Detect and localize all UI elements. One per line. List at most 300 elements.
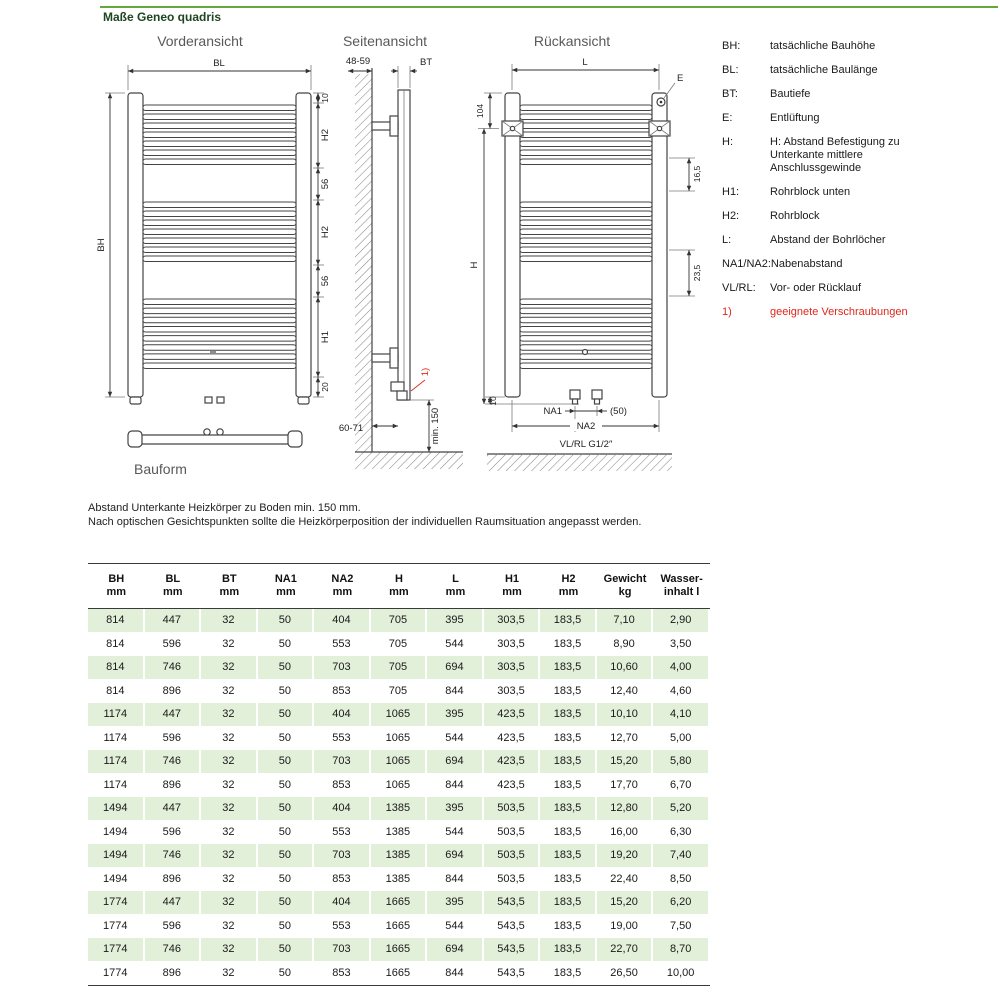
table-cell: 447 [145, 609, 202, 633]
front-tube-group [143, 105, 296, 369]
table-cell: 50 [258, 727, 315, 751]
table-cell: 50 [258, 703, 315, 727]
table-cell: 404 [314, 891, 371, 915]
table-cell: 50 [258, 609, 315, 633]
radiator-tube [143, 220, 296, 226]
table-cell: 544 [427, 727, 484, 751]
rear-view [469, 57, 702, 471]
dim-label-l: L [582, 57, 588, 68]
table-row [88, 821, 710, 845]
floor-hatch [487, 454, 672, 471]
legend-desc: Bautiefe [770, 88, 811, 100]
table-cell: 32 [201, 891, 258, 915]
col-header: L mm [427, 563, 484, 609]
table-cell: 183,5 [540, 656, 597, 680]
legend-desc: Rohrblock [770, 210, 820, 222]
notes [88, 502, 641, 529]
radiator-tube [143, 132, 296, 138]
front-foot [298, 397, 309, 404]
legend-item [722, 40, 937, 53]
table-cell: 303,5 [484, 680, 541, 704]
table-row [88, 868, 710, 892]
table-cell: 694 [427, 844, 484, 868]
table-cell: 447 [145, 797, 202, 821]
table-cell: 543,5 [484, 962, 541, 986]
table-cell: 694 [427, 656, 484, 680]
table-cell: 4,60 [653, 680, 710, 704]
radiator-tube [520, 326, 652, 332]
table-cell: 423,5 [484, 727, 541, 751]
legend-abbr: H2: [722, 210, 740, 222]
table-row [88, 750, 710, 774]
table-cell: 50 [258, 774, 315, 798]
table-cell: 844 [427, 680, 484, 704]
table-row [88, 915, 710, 939]
col-header: H2 mm [540, 563, 597, 609]
mounting-bracket [649, 121, 670, 136]
table-cell: 1494 [88, 821, 145, 845]
table-cell: 596 [145, 633, 202, 657]
table-row [88, 774, 710, 798]
table-cell: 746 [145, 844, 202, 868]
legend-abbr: BT: [722, 88, 738, 100]
table-cell: 746 [145, 656, 202, 680]
legend-abbr: 1) [722, 306, 732, 318]
table-cell: 183,5 [540, 844, 597, 868]
table-cell: 303,5 [484, 656, 541, 680]
table-cell: 12,40 [597, 680, 654, 704]
table-cell: 1385 [371, 844, 428, 868]
dim-label: 10 [320, 93, 330, 103]
radiator-tube [520, 220, 652, 226]
radiator-tube [520, 141, 652, 147]
dim-label-104: 104 [475, 103, 485, 119]
bauform-drawing [128, 429, 302, 447]
radiator-tube [143, 229, 296, 235]
legend-abbr: BH: [722, 40, 741, 52]
dim-label-wall-offset: 48-59 [345, 56, 371, 67]
table-cell: 447 [145, 891, 202, 915]
table-cell: 5,00 [653, 727, 710, 751]
dim-label-e: E [677, 73, 684, 84]
table-cell: 814 [88, 609, 145, 633]
table-cell: 50 [258, 844, 315, 868]
table-cell: 703 [314, 656, 371, 680]
table-row [88, 633, 710, 657]
table-cell: 17,70 [597, 774, 654, 798]
table-cell: 543,5 [484, 891, 541, 915]
table-cell: 1065 [371, 727, 428, 751]
table-cell: 2,90 [653, 609, 710, 633]
table-cell: 183,5 [540, 680, 597, 704]
table-cell: 3,50 [653, 633, 710, 657]
table-cell: 853 [314, 962, 371, 986]
legend-desc: H: Abstand Befestigung zu Unterkante mittlere Anschlussgewinde [770, 136, 900, 174]
radiator-tube [143, 326, 296, 332]
legend-desc: geeignete Verschraubungen [770, 306, 908, 318]
table-cell: 7,10 [597, 609, 654, 633]
radiator-tube [143, 317, 296, 323]
table-cell: 746 [145, 750, 202, 774]
radiator-tube [520, 202, 652, 208]
front-pipe-stub [217, 397, 224, 403]
radiator-tube [520, 211, 652, 217]
rear-left-collector [505, 93, 520, 397]
front-left-collector [128, 93, 143, 397]
table-cell: 32 [201, 633, 258, 657]
table-cell: 32 [201, 797, 258, 821]
table-cell: 4,00 [653, 656, 710, 680]
radiator-tube [520, 132, 652, 138]
table-cell: 703 [314, 844, 371, 868]
legend-item [722, 88, 937, 101]
legend-desc: tatsächliche Bauhöhe [770, 40, 876, 52]
radiator-tube [520, 238, 652, 244]
wall-hatch [355, 74, 372, 452]
table-cell: 183,5 [540, 774, 597, 798]
dim-label-bh: BH [96, 238, 107, 252]
table-cell: 4,10 [653, 703, 710, 727]
dimensions-table [88, 563, 710, 986]
table-cell: 50 [258, 891, 315, 915]
table-cell: 814 [88, 680, 145, 704]
table-cell: 1665 [371, 962, 428, 986]
table-cell: 12,80 [597, 797, 654, 821]
table-cell: 183,5 [540, 750, 597, 774]
table-cell: 8,90 [597, 633, 654, 657]
table-cell: 853 [314, 680, 371, 704]
radiator-tube [520, 336, 652, 342]
table-cell: 694 [427, 750, 484, 774]
table-cell: 8,50 [653, 868, 710, 892]
table-cell: 503,5 [484, 844, 541, 868]
dim-label-vlrl: VL/RL G1/2″ [559, 439, 613, 450]
table-cell: 50 [258, 797, 315, 821]
table-cell: 1494 [88, 844, 145, 868]
table-cell: 50 [258, 938, 315, 962]
table-cell: 544 [427, 821, 484, 845]
radiator-tube [520, 256, 652, 262]
legend-desc: Nabenabstand [770, 258, 843, 270]
table-cell: 705 [371, 609, 428, 633]
side-view [339, 56, 463, 469]
legend-item [722, 136, 937, 175]
col-header: H1 mm [484, 563, 541, 609]
table-row [88, 891, 710, 915]
table-cell: 596 [145, 727, 202, 751]
dim-label-bt: BT [420, 57, 433, 68]
dim-label: 20 [320, 382, 330, 392]
table-cell: 395 [427, 797, 484, 821]
table-cell: 705 [371, 680, 428, 704]
legend-abbr: BL: [722, 64, 739, 76]
table-cell: 896 [145, 962, 202, 986]
radiator-tube [143, 354, 296, 360]
table-cell: 1065 [371, 703, 428, 727]
radiator-tube [520, 114, 652, 120]
table-cell: 183,5 [540, 915, 597, 939]
table-cell: 183,5 [540, 938, 597, 962]
table-cell: 5,80 [653, 750, 710, 774]
table-cell: 50 [258, 868, 315, 892]
table-cell: 503,5 [484, 821, 541, 845]
table-cell: 404 [314, 609, 371, 633]
table-cell: 1385 [371, 868, 428, 892]
legend-abbr: L: [722, 234, 732, 246]
legend-item [722, 186, 937, 199]
radiator-tube [520, 159, 652, 165]
table-cell: 32 [201, 727, 258, 751]
table-cell: 423,5 [484, 750, 541, 774]
table-cell: 1174 [88, 774, 145, 798]
radiator-tube [143, 150, 296, 156]
note-line: Nach optischen Gesichtspunkten sollte die Heizkörperposition der individuellen Raumsituation angepasst werden. [88, 515, 642, 528]
view-label-front: Vorderansicht [157, 33, 243, 49]
table-cell: 1774 [88, 938, 145, 962]
table-cell: 844 [427, 962, 484, 986]
radiator-tube [143, 256, 296, 262]
radiator-tube [143, 345, 296, 351]
table-cell: 705 [371, 656, 428, 680]
radiator-tube [143, 141, 296, 147]
legend-item [722, 64, 937, 77]
radiator-tube [143, 299, 296, 305]
table-cell: 896 [145, 774, 202, 798]
table-cell: 32 [201, 656, 258, 680]
table-cell: 853 [314, 868, 371, 892]
table-cell: 705 [371, 633, 428, 657]
table-cell: 15,20 [597, 891, 654, 915]
col-header: NA2 mm [314, 563, 371, 609]
table-cell: 703 [314, 938, 371, 962]
legend [722, 40, 937, 330]
table-cell: 703 [314, 750, 371, 774]
table-cell: 503,5 [484, 797, 541, 821]
table-cell: 15,20 [597, 750, 654, 774]
radiator-tube [143, 336, 296, 342]
table-cell: 32 [201, 868, 258, 892]
table-cell: 5,20 [653, 797, 710, 821]
table-cell: 7,40 [653, 844, 710, 868]
table-cell: 10,00 [653, 962, 710, 986]
legend-desc: tatsächliche Baulänge [770, 64, 878, 76]
table-cell: 50 [258, 821, 315, 845]
table-cell: 596 [145, 821, 202, 845]
radiator-tube [520, 363, 652, 369]
table-cell: 6,30 [653, 821, 710, 845]
table-cell: 10,10 [597, 703, 654, 727]
table-cell: 1665 [371, 891, 428, 915]
table-cell: 183,5 [540, 797, 597, 821]
table-head [88, 563, 710, 609]
table-cell: 32 [201, 680, 258, 704]
table-cell: 1174 [88, 750, 145, 774]
table-cell: 183,5 [540, 868, 597, 892]
table-cell: 1494 [88, 868, 145, 892]
radiator-tube [143, 211, 296, 217]
table-cell: 1385 [371, 821, 428, 845]
table-cell: 50 [258, 915, 315, 939]
table-cell: 1774 [88, 962, 145, 986]
table-cell: 22,40 [597, 868, 654, 892]
radiator-tube [143, 123, 296, 129]
radiator-tube [520, 247, 652, 253]
table-cell: 50 [258, 962, 315, 986]
legend-abbr: E: [722, 112, 733, 124]
dim-label: H2 [320, 225, 331, 239]
col-header: BL mm [145, 563, 202, 609]
note-line: Abstand Unterkante Heizkörper zu Boden min. 150 mm. [88, 502, 361, 514]
col-header: Wasser- inhalt l [653, 563, 710, 609]
front-right-collector [296, 93, 311, 397]
legend-desc: Rohrblock unten [770, 186, 851, 198]
table-cell: 7,50 [653, 915, 710, 939]
table-row [88, 656, 710, 680]
table-cell: 1665 [371, 938, 428, 962]
connection-pipe [592, 390, 602, 399]
radiator-tube [143, 114, 296, 120]
table-cell: 26,50 [597, 962, 654, 986]
view-label-bauform: Bauform [134, 461, 187, 477]
table-cell: 32 [201, 609, 258, 633]
table-cell: 1774 [88, 891, 145, 915]
legend-abbr: NA1/NA2: [722, 258, 771, 270]
table-cell: 694 [427, 938, 484, 962]
dim-label-min-floor: min. 150 [430, 407, 441, 445]
table-row [88, 797, 710, 821]
dim-label-bottom-offset: 60-71 [338, 423, 364, 434]
table-cell: 6,20 [653, 891, 710, 915]
dim-label: 56 [320, 178, 331, 190]
col-header: H mm [371, 563, 428, 609]
table-cell: 32 [201, 962, 258, 986]
table-cell: 395 [427, 609, 484, 633]
table-cell: 22,70 [597, 938, 654, 962]
radiator-tube [143, 105, 296, 111]
front-view [96, 58, 331, 404]
table-cell: 183,5 [540, 891, 597, 915]
table-cell: 503,5 [484, 868, 541, 892]
table-cell: 844 [427, 868, 484, 892]
dim-label-na1-value: (50) [610, 406, 627, 417]
radiator-tube [520, 229, 652, 235]
table-cell: 50 [258, 656, 315, 680]
col-header: NA1 mm [258, 563, 315, 609]
table-cell: 814 [88, 633, 145, 657]
radiator-tube [520, 105, 652, 111]
top-rule [100, 6, 998, 8]
dim-label-235: 23,5 [692, 264, 702, 282]
table-cell: 183,5 [540, 609, 597, 633]
legend-item [722, 210, 937, 223]
legend-desc: Abstand der Bohrlöcher [770, 234, 886, 246]
radiator-tube [520, 317, 652, 323]
legend-item [722, 234, 937, 247]
table-row [88, 938, 710, 962]
view-label-side: Seitenansicht [342, 33, 428, 49]
table-cell: 1494 [88, 797, 145, 821]
dim-label: 56 [320, 275, 331, 287]
radiator-tube [143, 308, 296, 314]
table-cell: 32 [201, 750, 258, 774]
table-cell: 596 [145, 915, 202, 939]
table-cell: 303,5 [484, 609, 541, 633]
table-cell: 1774 [88, 915, 145, 939]
table-header-row [88, 563, 710, 609]
dim-label-10: 10 [488, 396, 498, 406]
legend-desc: Vor- oder Rücklauf [770, 282, 862, 294]
table-cell: 544 [427, 915, 484, 939]
table-cell: 553 [314, 727, 371, 751]
table-cell: 32 [201, 938, 258, 962]
table-cell: 6,70 [653, 774, 710, 798]
table-cell: 50 [258, 750, 315, 774]
table-cell: 32 [201, 774, 258, 798]
table-cell: 395 [427, 891, 484, 915]
table-cell: 183,5 [540, 633, 597, 657]
table-cell: 1174 [88, 727, 145, 751]
table-cell: 553 [314, 915, 371, 939]
table-cell: 395 [427, 703, 484, 727]
table-cell: 183,5 [540, 727, 597, 751]
table-cell: 1665 [371, 915, 428, 939]
table-cell: 19,20 [597, 844, 654, 868]
table-cell: 1065 [371, 774, 428, 798]
table-row [88, 844, 710, 868]
table-cell: 16,00 [597, 821, 654, 845]
table-cell: 1385 [371, 797, 428, 821]
table-cell: 544 [427, 633, 484, 657]
legend-abbr: H1: [722, 186, 740, 198]
rear-tube-group [520, 105, 652, 369]
table-cell: 423,5 [484, 703, 541, 727]
legend-item [722, 282, 937, 295]
table-cell: 32 [201, 821, 258, 845]
table-row [88, 609, 710, 633]
radiator-tube [520, 150, 652, 156]
radiator-tube [143, 363, 296, 369]
table-cell: 853 [314, 774, 371, 798]
table-cell: 50 [258, 680, 315, 704]
table-cell: 10,60 [597, 656, 654, 680]
table-cell: 183,5 [540, 703, 597, 727]
connection-pipe [570, 390, 580, 399]
table-row [88, 962, 710, 986]
dim-label: H1 [320, 330, 331, 344]
dim-label-h: H [469, 261, 480, 269]
dim-label-bl: BL [213, 58, 225, 69]
legend-abbr: VL/RL: [722, 282, 756, 294]
table-cell: 814 [88, 656, 145, 680]
table-cell: 303,5 [484, 633, 541, 657]
table-row [88, 727, 710, 751]
legend-desc: Entlüftung [770, 112, 820, 124]
table-cell: 553 [314, 633, 371, 657]
rear-right-collector [652, 93, 667, 397]
radiator-tube [520, 308, 652, 314]
col-header: BH mm [88, 563, 145, 609]
mounting-bracket [502, 121, 523, 136]
dim-label: H2 [320, 128, 331, 142]
technical-drawing [95, 50, 715, 500]
valve-block [391, 382, 404, 391]
table-cell: 543,5 [484, 915, 541, 939]
radiator-tube [143, 202, 296, 208]
floor-hatch [355, 452, 463, 469]
table-cell: 553 [314, 821, 371, 845]
legend-item [722, 112, 937, 125]
radiator-tube [143, 238, 296, 244]
